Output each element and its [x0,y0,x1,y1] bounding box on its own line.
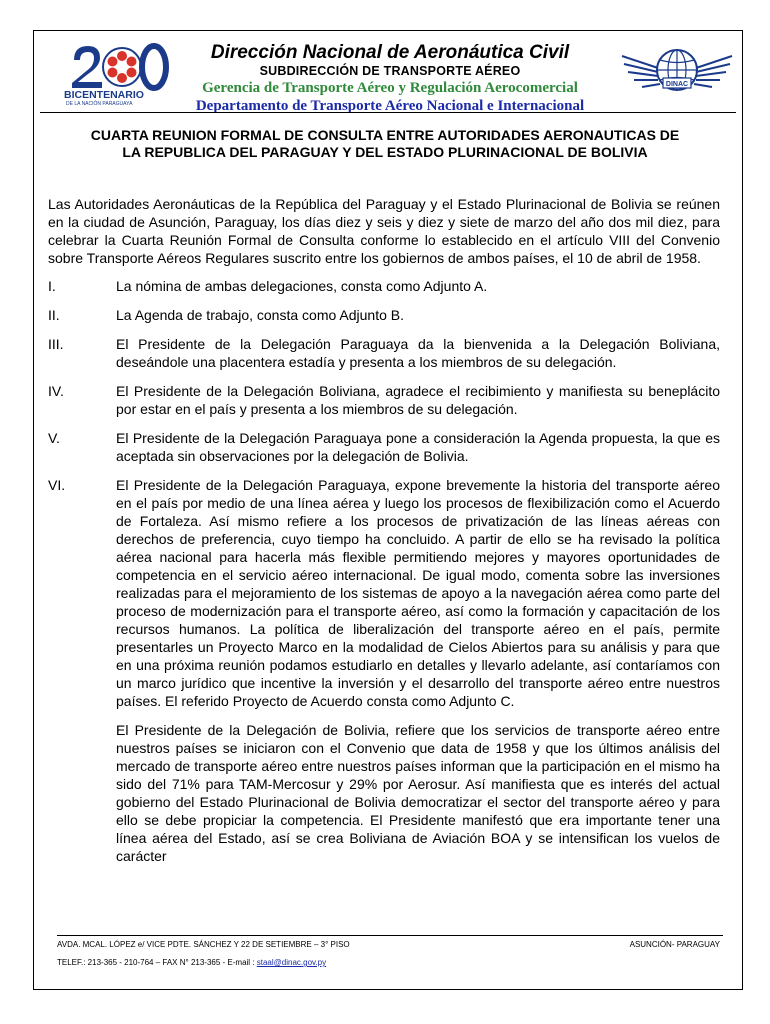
item-number: VI. [48,477,66,493]
intro-paragraph: Las Autoridades Aeronáuticas de la República del Paraguay y el Estado Plurinacional de Bolivia se reúnen en la ciudad de Asunción, Paraguay, los días diez y seis y diez y siete de marzo del año dos mil diez, para celebrar la Cuarta Reunión Formal de Consulta conforme lo establecido en el artículo VIII del Convenio sobre Transporte Aéreos Regulares suscrito entre los gobiernos de ambos países, el 10 de abril de 1958. [48,196,720,266]
bicentenario-logo [60,38,170,108]
header-divider [40,112,736,113]
document-title-line2: LA REPUBLICA DEL PARAGUAY Y DEL ESTADO PLURINACIONAL DE BOLIVIA [122,144,648,160]
item-text: La nómina de ambas delegaciones, consta como Adjunto A. [116,278,488,294]
list-item [48,476,720,710]
list-item [48,306,720,324]
item-text: El Presidente de la Delegación Paraguaya da la bienvenida a la Delegación Boliviana, deseándole una placentera estadía y presenta a los miembros de su delegación. [116,336,720,370]
footer-contact [57,958,326,968]
agency-title: Dirección Nacional de Aeronáutica Civil [210,42,570,63]
dinac-logo [618,42,736,104]
list-item [48,277,720,295]
bicentenario-text: BICENTENARIO [64,89,144,101]
list-item [48,382,720,418]
footer-city: ASUNCIÓN- PARAGUAY [629,940,720,949]
bicentenario-subtext: DE LA NACIÓN PARAGUAYA [66,101,133,107]
document-body [48,195,720,865]
item-number: IV. [48,383,64,399]
followup-paragraph: El Presidente de la Delegación de Bolivia, refiere que los servicios de transporte aéreo entre nuestros países se iniciaron con el Convenio que data de 1958 y que los últimos análisis del mercado de transporte aéreo entre nuestros países informan que la participación en el mismo ha sido del 71% para TAM-Mercosur y 29% por Aerosur. Así manifiesta que es interés del actual gobierno del Estado Plurinacional de Bolivia democratizar el sector del transporte aéreo y para ello se debe propiciar la competencia. El Presidente manifestó que era importante tener una línea aérea del Estado, así se crea Boliviana de Aviación BOA y se intensifican los vuelos de carácter [116,722,720,864]
document-title-line1: CUARTA REUNION FORMAL DE CONSULTA ENTRE AUTORIDADES AERONAUTICAS DE [90,127,680,143]
item-number: I. [48,278,56,294]
item-text: La Agenda de trabajo, consta como Adjunto B. [116,307,404,323]
list-item [48,335,720,371]
item-text: El Presidente de la Delegación Boliviana, agradece el recibimiento y manifiesta su beneplácito por estar en el país y presenta a los miembros de su delegación. [116,383,720,417]
item-text: El Presidente de la Delegación Paraguaya pone a consideración la Agenda propuesta, la que es aceptada sin observaciones por la delegación de Bolivia. [116,430,720,464]
item-number: V. [48,430,60,446]
gerencia-title: Gerencia de Transporte Aéreo y Regulación Aerocomercial [202,80,578,96]
departamento-title: Departamento de Transporte Aéreo Nacional e Internacional [195,98,585,114]
footer-address: AVDA. MCAL. LÓPEZ e/ VICE PDTE. SÁNCHEZ Y 22 DE SETIEMBRE – 3° PISO [57,940,350,949]
footer-phone-fax: TELEF.: 213-365 - 210-764 – FAX N° 213-365 - E-mail : [57,958,257,967]
document-title [45,127,725,161]
item-number: II. [48,307,60,323]
dinac-logo-text: DINAC [665,81,689,88]
letterhead [170,42,610,115]
subdirection-title: SUBDIRECCIÓN DE TRANSPORTE AÉREO [259,64,521,78]
list-item [48,429,720,465]
item-number: III. [48,336,64,352]
footer-email-link[interactable]: staal@dinac.gov.py [256,958,327,967]
item-text: El Presidente de la Delegación Paraguaya, expone brevemente la historia del transporte aéreo en el país por medio de una línea aérea y luego los procesos de flexibilización como el Acuerdo de Fortaleza. Así mismo refiere a los procesos de privatización de las líneas aéreas con derechos de preferencia, cuyo tiempo ha concluido. A partir de ello se ha revisado la política aérea nacional para hacerla más flexible permitiendo mejores y mayores oportunidades de competencia en el servicio aéreo internacional. De igual modo, comenta sobre las inversiones realizadas para el mejoramiento de los sistemas de apoyo a la navegación aérea como parte del proceso de modernización para el transporte aéreo, así como la formación y capacitación de los recursos humanos. La política de liberalización del transporte aéreo en el país, permite presentarles un Proyecto Marco en la modalidad de Cielos Abiertos para su análisis y para que en una próxima reunión podamos estudiarlo en detalles y llevarlo adelante, así contaríamos con un marco jurídico que incentive la inversión y el desarrollo del transporte aéreo entre nuestros países. El referido Proyecto de Acuerdo consta como Adjunto C. [116,477,720,709]
footer-divider [57,935,723,936]
